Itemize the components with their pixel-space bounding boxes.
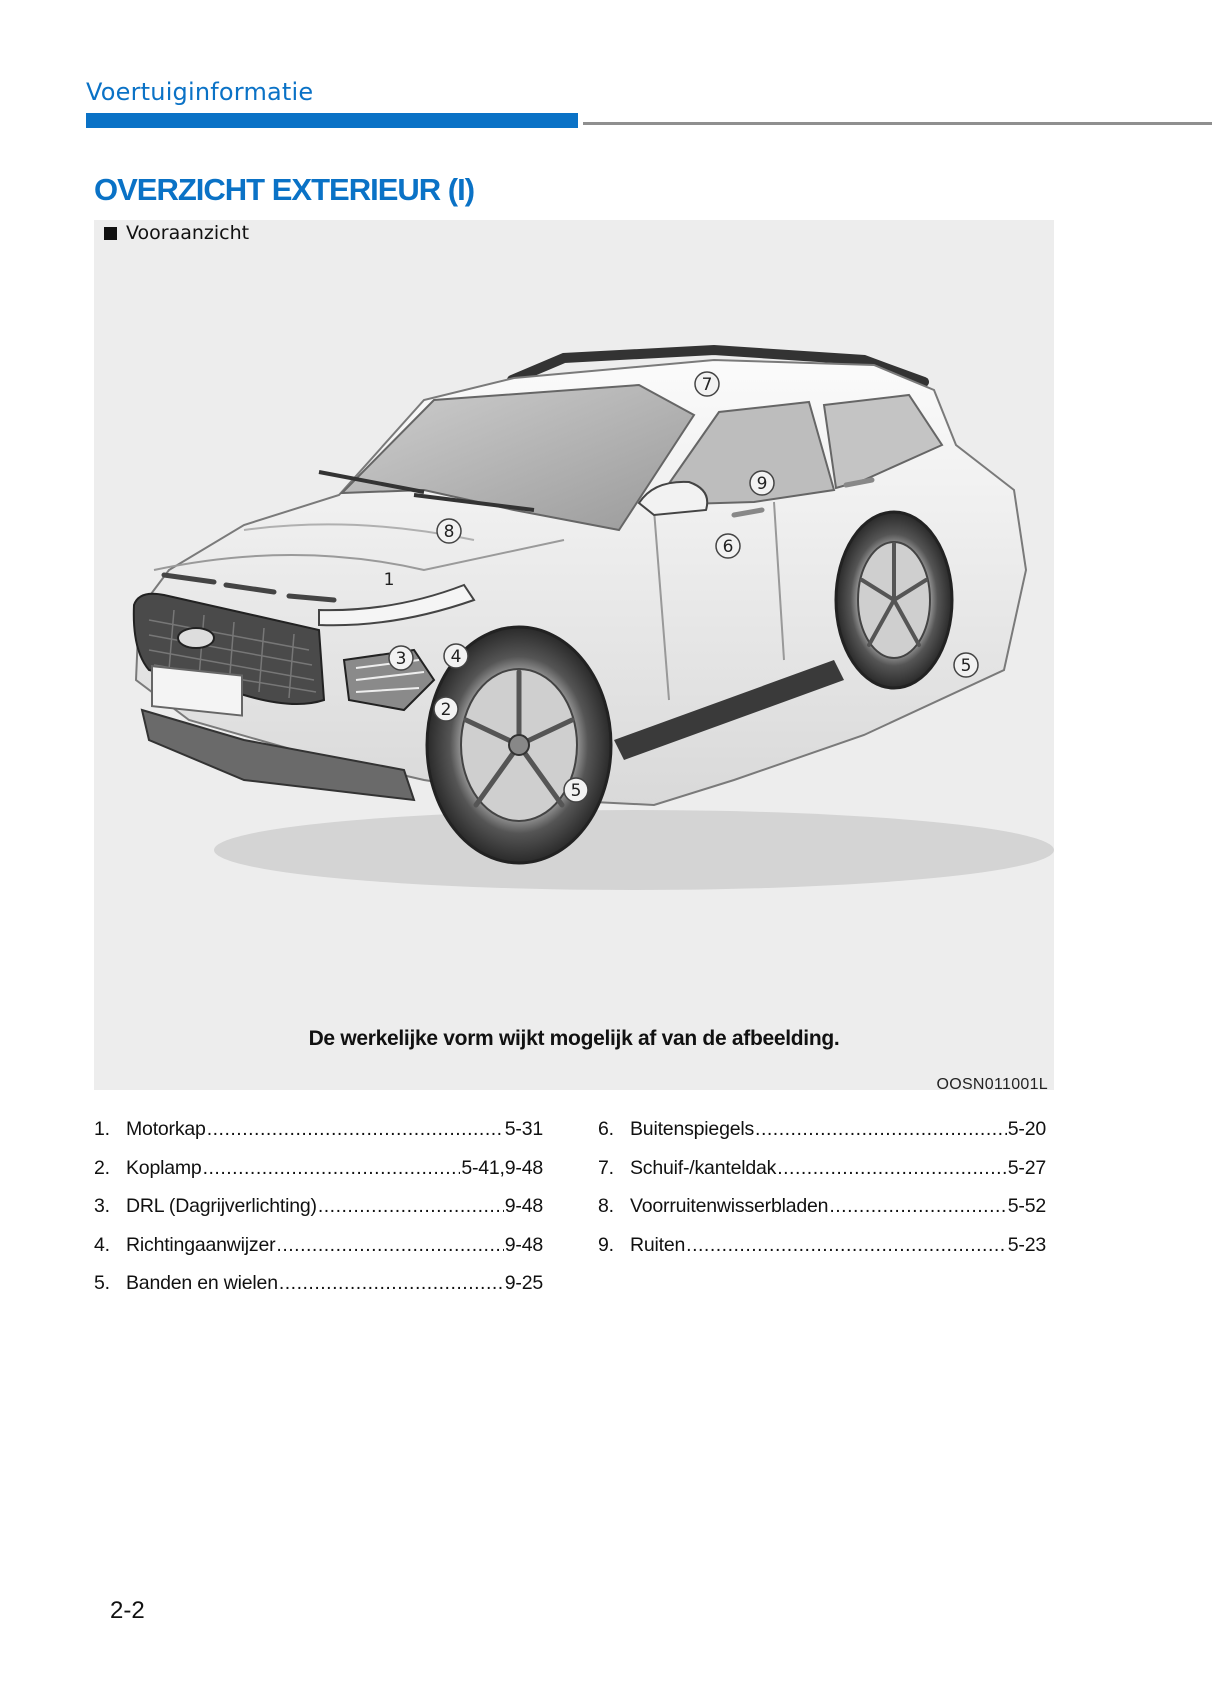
header-accent-bar — [86, 113, 578, 128]
callout-6 — [716, 534, 740, 558]
legend-page-ref: 5-20 — [1007, 1118, 1046, 1140]
legend-label: Buitenspiegels — [630, 1118, 755, 1140]
dot-leader — [686, 1234, 1007, 1257]
legend-item — [94, 1234, 543, 1273]
svg-text:5: 5 — [960, 656, 972, 676]
callout-5-rear — [954, 653, 978, 677]
dot-leader — [777, 1157, 1007, 1180]
legend-label: Banden en wielen — [126, 1272, 278, 1294]
callout-5-front — [564, 778, 588, 802]
dot-leader — [203, 1157, 461, 1180]
legend-number: 1. — [94, 1118, 110, 1140]
legend-number: 2. — [94, 1156, 110, 1179]
ground-shadow — [214, 810, 1054, 890]
legend-number: 6. — [598, 1118, 614, 1140]
legend-label: DRL (Dagrijverlichting) — [126, 1195, 317, 1217]
legend-label: Ruiten — [630, 1233, 686, 1256]
page-number: 2-2 — [110, 1597, 145, 1624]
legend-page-ref: 5-27 — [1007, 1156, 1046, 1179]
car-illustration — [94, 240, 1054, 1000]
legend-number: 3. — [94, 1195, 110, 1217]
legend-item — [94, 1195, 543, 1234]
legend-item — [94, 1118, 543, 1157]
callout-8 — [437, 519, 461, 543]
legend-page-ref: 5-52 — [1007, 1195, 1046, 1217]
svg-text:4: 4 — [450, 647, 462, 667]
svg-text:9: 9 — [756, 474, 768, 494]
legend-item — [598, 1118, 1046, 1157]
legend-left — [94, 1118, 543, 1311]
figure-code: OOSN011001L — [936, 1076, 1048, 1093]
callout-9 — [750, 471, 774, 495]
legend-number: 5. — [94, 1272, 110, 1294]
dot-leader — [829, 1195, 1006, 1218]
svg-text:7: 7 — [701, 375, 713, 395]
legend-number: 8. — [598, 1195, 614, 1217]
svg-text:8: 8 — [443, 522, 455, 542]
legend-label: Richtingaanwijzer — [126, 1233, 276, 1256]
section-title: OVERZICHT EXTERIEUR (I) — [94, 172, 475, 207]
chapter-title: Voertuiginformatie — [86, 78, 314, 106]
callout-3 — [389, 646, 413, 670]
legend-label: Voorruitenwisserbladen — [630, 1195, 829, 1217]
legend-page-ref: 9-48 — [504, 1195, 543, 1217]
dot-leader — [207, 1118, 504, 1141]
svg-text:1: 1 — [383, 570, 395, 590]
callout-7 — [695, 372, 719, 396]
svg-text:2: 2 — [440, 700, 452, 720]
legend-number: 9. — [598, 1233, 614, 1256]
callout-1 — [384, 570, 395, 590]
legend-item — [94, 1272, 543, 1311]
svg-text:5: 5 — [570, 781, 582, 801]
legend-item — [94, 1157, 543, 1196]
dot-leader — [276, 1234, 503, 1257]
callout-2 — [434, 697, 458, 721]
callout-4 — [444, 644, 468, 668]
legend-page-ref: 9-48 — [504, 1233, 543, 1256]
legend-right — [598, 1118, 1046, 1272]
legend-page-ref: 9-25 — [504, 1272, 543, 1294]
legend-label: Schuif-/kanteldak — [630, 1156, 777, 1179]
legend-number: 4. — [94, 1233, 110, 1256]
dot-leader — [755, 1118, 1007, 1141]
figure-caption: De werkelijke vorm wijkt mogelijk af van de afbeelding. — [308, 1027, 840, 1050]
legend-page-ref: 5-31 — [504, 1118, 543, 1140]
dot-leader — [279, 1272, 504, 1295]
brand-logo — [178, 628, 214, 648]
legend-page-ref: 5-41,9-48 — [461, 1156, 543, 1179]
header-rule — [583, 122, 1212, 125]
view-label-text: Vooraanzicht — [126, 222, 250, 244]
legend-item — [598, 1157, 1046, 1196]
square-bullet-icon — [104, 227, 117, 240]
legend-page-ref: 5-23 — [1007, 1233, 1046, 1256]
dot-leader — [318, 1195, 504, 1218]
legend-number: 7. — [598, 1156, 614, 1179]
legend-label: Motorkap — [126, 1118, 206, 1140]
legend-label: Koplamp — [126, 1156, 202, 1179]
legend-item — [598, 1195, 1046, 1234]
rear-wheel — [836, 512, 952, 688]
legend-item — [598, 1234, 1046, 1273]
svg-text:6: 6 — [722, 537, 734, 557]
license-plate — [152, 666, 242, 715]
svg-text:3: 3 — [395, 649, 407, 669]
